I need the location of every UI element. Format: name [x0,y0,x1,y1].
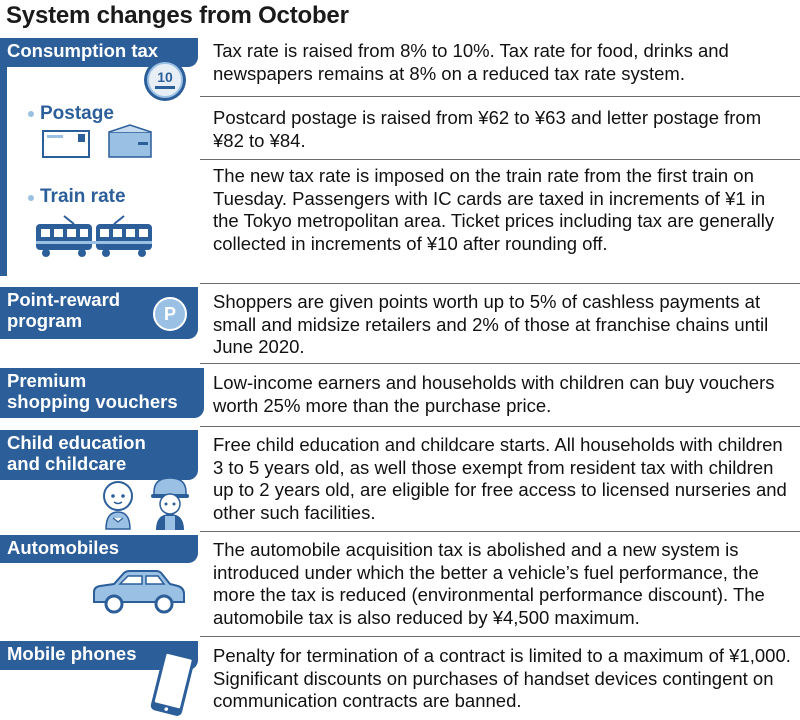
desc-postage: Postcard postage is raised from ¥62 to ¥63 and letter postage from ¥82 to ¥84. [213,107,762,151]
label-automobiles: Automobiles [0,535,198,563]
postcard-icon [42,130,90,158]
baby-icon [98,478,138,530]
label-line: and childcare [7,453,127,474]
desc-automobiles: The automobile acquisition tax is abolished and a new system is introduced under which the better a vehicle’s fuel performance, the more the tax is reduced (environmental performance discount). The automobile tax is also reduced by ¥4,500 maximum. [213,539,765,628]
row-separator [200,531,800,532]
coin-text: 10 [157,69,173,85]
desc-premium-vouchers: Low-income earners and households with children can buy vouchers worth 25% more than the purchase price. [213,372,775,416]
desc-child-education: Free child education and childcare starts. All households with children 3 to 5 years old, as well those exempt from resident tax with children up to 2 years old, are eligible for free access to licensed nurseries and other such facilities. [213,434,787,523]
train-icon [34,214,154,258]
bullet-dot [28,111,34,117]
desc-train-rate: The new tax rate is imposed on the train rate from the first train on Tuesday. Passengers with IC cards are taxed in increments of ¥1 in the Tokyo metropolitan area. Ticket prices including tax are generally collected in increments of ¥10 after rounding off. [213,165,775,254]
parcel-icon [108,124,152,158]
label-line: shopping vouchers [7,391,178,412]
p-badge-icon [152,296,188,332]
label-line: program [7,310,83,331]
label-line: Premium [7,370,87,391]
bullet-dot [28,195,34,201]
coin-icon [140,55,190,105]
label-consumption-tax: Consumption tax [0,38,198,67]
smartphone-icon [148,646,198,718]
row-separator [200,159,800,160]
label-premium-vouchers [0,368,204,418]
desc-mobile-phones: Penalty for termination of a contract is limited to a maximum of ¥1,000. Significant discounts on purchases of handset devices contingent on communication contracts are banned. [213,645,791,711]
child-icon [148,474,192,530]
label-line: Child education [7,432,146,453]
row-separator [200,426,800,427]
label-mobile-phones: Mobile phones [0,641,198,670]
row-separator [200,283,800,284]
car-icon [88,568,188,614]
label-child-education [0,430,198,480]
row-separator [200,636,800,637]
consumption-tax-group-bar [0,64,7,276]
desc-consumption-tax: Tax rate is raised from 8% to 10%. Tax rate for food, drinks and newspapers remains at 8% on a reduced tax rate system. [213,40,729,84]
row-separator [200,96,800,97]
desc-point-reward: Shoppers are given points worth up to 5% of cashless payments at small and midsize retailers and 2% of those at franchise chains until June 2020. [213,291,769,357]
label-train-rate: Train rate [40,186,126,207]
label-line: Point-reward [7,289,121,310]
p-badge-text: P [163,304,177,324]
row-separator [200,363,800,364]
label-postage: Postage [40,103,114,124]
page-title: System changes from October [6,2,349,29]
